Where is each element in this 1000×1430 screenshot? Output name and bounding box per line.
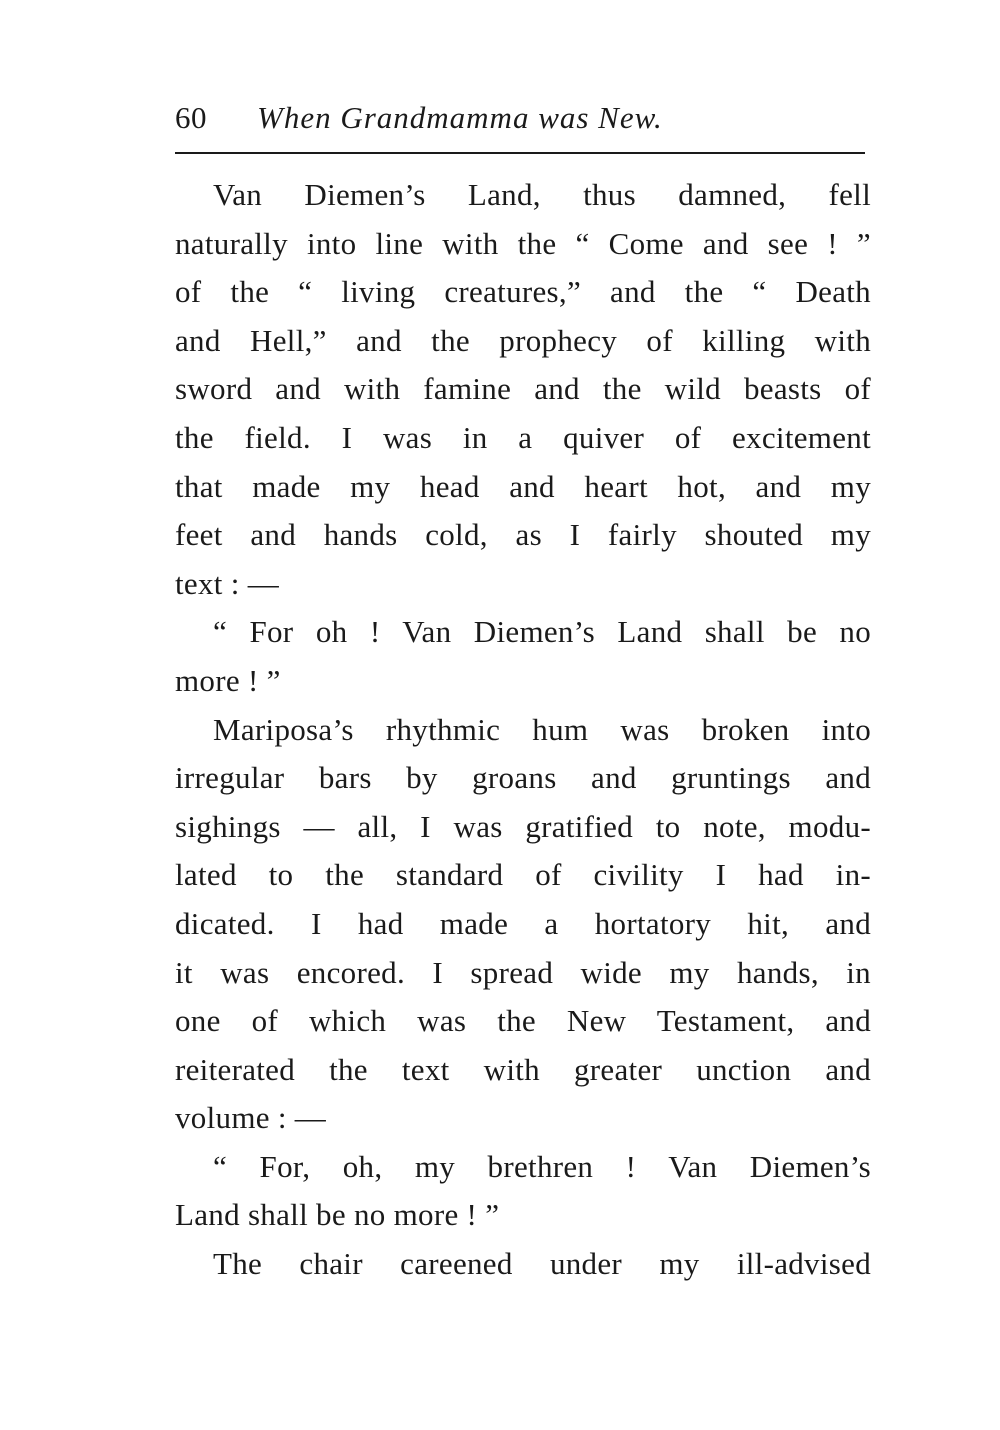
text-line: of the “ living creatures,” and the “ Death bbox=[175, 274, 871, 310]
text-line: The chair careened under my ill-advised bbox=[213, 1246, 871, 1282]
text-line: irregular bars by groans and gruntings and bbox=[175, 760, 871, 796]
text-line: one of which was the New Testament, and bbox=[175, 1003, 871, 1039]
running-title: When Grandmamma was New. bbox=[257, 100, 663, 135]
text-line: Land shall be no more ! ” bbox=[175, 1197, 500, 1233]
text-line: “ For, oh, my brethren ! Van Diemen’s bbox=[213, 1148, 871, 1184]
text-line: reiterated the text with greater unction and bbox=[175, 1051, 871, 1087]
text-line: volume : — bbox=[175, 1100, 327, 1136]
text-line: Mariposa’s rhythmic hum was broken into bbox=[213, 711, 871, 747]
text-line: sighings — all, I was gratified to note, modu- bbox=[175, 808, 871, 844]
text-line: the field. I was in a quiver of excitement bbox=[175, 419, 871, 455]
text-line: feet and hands cold, as I fairly shouted my bbox=[175, 517, 871, 553]
text-line: more ! ” bbox=[175, 662, 281, 698]
text-line: it was encored. I spread wide my hands, in bbox=[175, 954, 871, 990]
text-line: lated to the standard of civility I had in- bbox=[175, 857, 871, 893]
text-line: naturally into line with the “ Come and see ! ” bbox=[175, 225, 871, 261]
header-rule bbox=[175, 152, 865, 154]
text-line: and Hell,” and the prophecy of killing with bbox=[175, 322, 871, 358]
text-line: “ For oh ! Van Diemen’s Land shall be no bbox=[213, 614, 871, 650]
page-header bbox=[175, 95, 870, 140]
text-line: dicated. I had made a hortatory hit, and bbox=[175, 905, 871, 941]
text-line: that made my head and heart hot, and my bbox=[175, 468, 871, 504]
text-line: Van Diemen’s Land, thus damned, fell bbox=[213, 177, 871, 212]
page-number: 60 bbox=[175, 100, 207, 135]
body-text bbox=[175, 171, 871, 1289]
text-line: sword and with famine and the wild beasts of bbox=[175, 371, 871, 407]
text-line: text : — bbox=[175, 565, 279, 601]
